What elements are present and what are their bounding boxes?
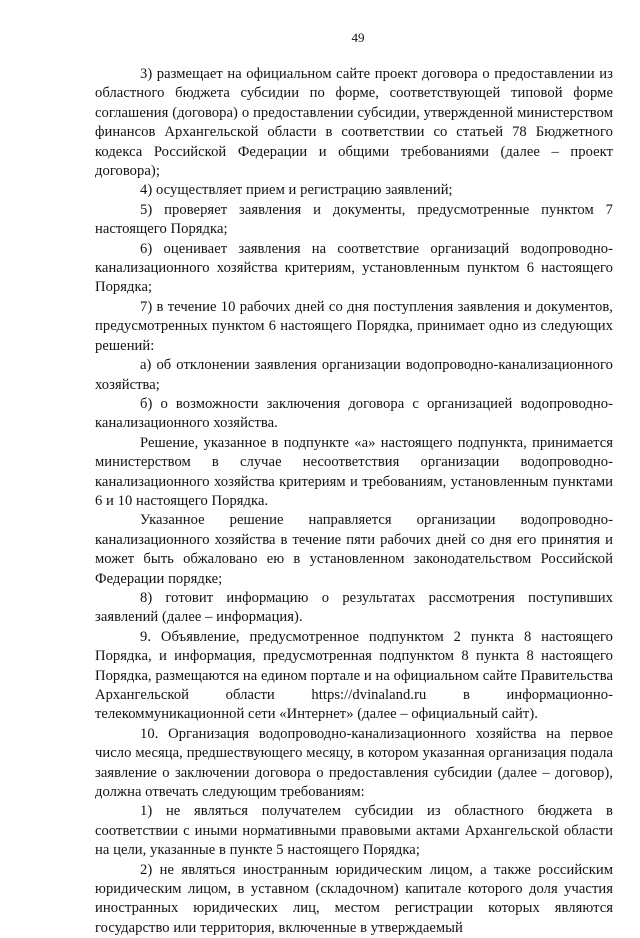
paragraph-clause-9: 9. Объявление, предусмотренное подпунктом 2 пункта 8 настоящего Порядка, и информация, предусмотренная подпунктом 8 пункта 8 настоящего Порядка, размещаются на едином портале и на официальном сайте Правительства Архангельской области https://dvinaland.ru в информационно-телекоммуникационной сети «Интернет» (далее – официальный сайт). [95,628,613,723]
document-body [95,65,613,938]
paragraph-decision-notice: Указанное решение направляется организации водопроводно-канализационного хозяйства в течение пяти рабочих дней со дня его принятия и может быть обжаловано ею в установленном законодательством Российской Федерации порядке; [95,512,613,587]
paragraph-item-4: 4) осуществляет прием и регистрацию заявлений; [140,182,453,199]
paragraph-item-7: 7) в течение 10 рабочих дней со дня поступления заявления и документов, предусмотренных пунктом 6 настоящего Порядка, принимает одно из следующих решений: [95,298,613,354]
paragraph-item-6: 6) оценивает заявления на соответствие организаций водопроводно-канализационного хозяйства критериям, установленным пунктом 6 настоящего Порядка; [95,240,613,296]
paragraph-item-8: 8) готовит информацию о результатах рассмотрения поступивших заявлений (далее – информация). [95,589,613,626]
paragraph-requirement-2: 2) не являться иностранным юридическим лицом, а также российским юридическим лицом, в уставном (складочном) капитале которого доля участия иностранных юридических лиц, местом регистрации которых являются государство или территория, включенные в утверждаемый [95,861,613,936]
paragraph-item-5: 5) проверяет заявления и документы, предусмотренные пунктом 7 настоящего Порядка; [95,201,613,238]
paragraph-decision: Решение, указанное в подпункте «а» настоящего подпункта, принимается министерством в случае несоответствия организации водопроводно-канализационного хозяйства критериям и требованиям, установленным пунктами 6 и 10 настоящего Порядка. [95,434,613,509]
paragraph-requirement-1: 1) не являться получателем субсидии из областного бюджета в соответствии с иными нормативными правовыми актами Архангельской области на цели, указанные в пункте 5 настоящего Порядка; [95,803,613,859]
paragraph-clause-10: 10. Организация водопроводно-канализационного хозяйства на первое число месяца, предшествующего месяцу, в котором указанная организация подала заявление о заключении договора о предоставления субсидии (далее – договор), должна отвечать следующим требованиям: [95,725,613,801]
paragraph-subitem-b: б) о возможности заключения договора с организацией водопроводно-канализационного хозяйства. [95,395,613,432]
paragraph-subitem-a: а) об отклонении заявления организации водопроводно-канализационного хозяйства; [95,357,613,393]
page-number: 49 [351,30,365,45]
paragraph-item-3: 3) размещает на официальном сайте проект договора о предоставлении из областного бюджета субсидии по форме, соответствующей типовой форме соглашения (договора) о предоставлении субсидии, утвержденной министерством финансов Архангельской области в соответствии со статьей 78 Бюджетного кодекса Российской Федерации и общими требованиями (далее – проект договора); [95,66,613,180]
